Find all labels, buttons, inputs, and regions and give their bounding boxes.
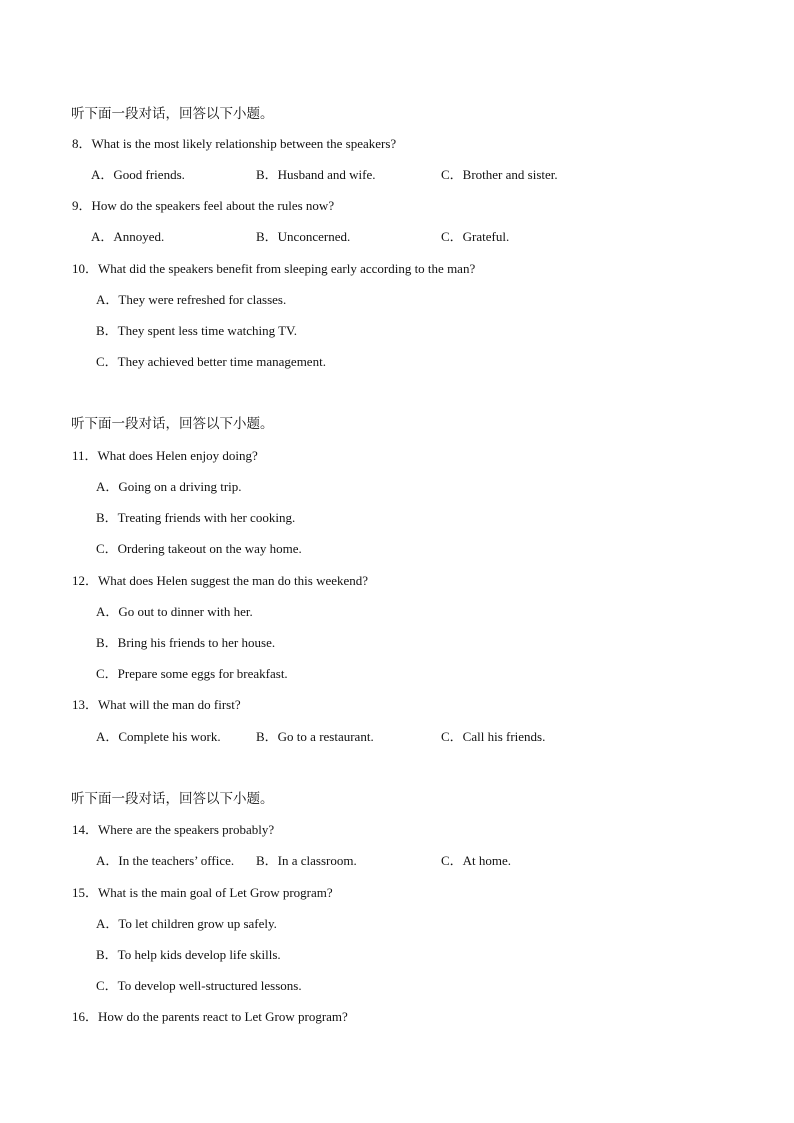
question-14: 14．Where are the speakers probably?: [72, 822, 275, 837]
option-12-a: A．Go out to dinner with her.: [96, 604, 253, 619]
option-15-c: C．To develop well-structured lessons.: [96, 978, 302, 993]
option-13-b: B．Go to a restaurant.: [256, 729, 374, 744]
option-10-c: C．They achieved better time management.: [96, 354, 326, 369]
option-15-b: B．To help kids develop life skills.: [96, 947, 281, 962]
question-12: 12．What does Helen suggest the man do this weekend?: [72, 573, 369, 588]
option-14-b: B．In a classroom.: [256, 853, 357, 868]
question-13: 13．What will the man do first?: [72, 697, 241, 712]
option-13-a: A．Complete his work.: [96, 729, 221, 744]
question-11: 11．What does Helen enjoy doing?: [72, 448, 258, 463]
section-heading: 听下面一段对话，回答以下小题。: [71, 106, 274, 121]
question-16: 16．How do the parents react to Let Grow program?: [72, 1009, 348, 1024]
question-10: 10．What did the speakers benefit from sleeping early according to the man?: [72, 261, 476, 276]
option-14-a: A．In the teachers’ office.: [96, 853, 235, 868]
option-11-c: C．Ordering takeout on the way home.: [96, 541, 302, 556]
option-10-b: B．They spent less time watching TV.: [96, 323, 297, 338]
question-8: 8．What is the most likely relationship between the speakers?: [72, 136, 397, 151]
option-12-c: C．Prepare some eggs for breakfast.: [96, 666, 288, 681]
option-14-c: C．At home.: [441, 853, 512, 868]
option-9-b: B．Unconcerned.: [256, 229, 351, 244]
option-8-a: A．Good friends.: [91, 167, 185, 182]
option-8-c: C．Brother and sister.: [441, 167, 558, 182]
question-15: 15．What is the main goal of Let Grow program?: [72, 885, 333, 900]
section-heading: 听下面一段对话，回答以下小题。: [71, 791, 274, 806]
option-11-a: A．Going on a driving trip.: [96, 479, 242, 494]
option-10-a: A．They were refreshed for classes.: [96, 292, 287, 307]
option-8-b: B．Husband and wife.: [256, 167, 376, 182]
section-heading: 听下面一段对话，回答以下小题。: [71, 416, 274, 431]
option-12-b: B．Bring his friends to her house.: [96, 635, 276, 650]
option-11-b: B．Treating friends with her cooking.: [96, 510, 296, 525]
option-13-c: C．Call his friends.: [441, 729, 546, 744]
option-9-a: A．Annoyed.: [91, 229, 165, 244]
option-9-c: C．Grateful.: [441, 229, 510, 244]
question-9: 9．How do the speakers feel about the rules now?: [72, 198, 335, 213]
option-15-a: A．To let children grow up safely.: [96, 916, 277, 931]
